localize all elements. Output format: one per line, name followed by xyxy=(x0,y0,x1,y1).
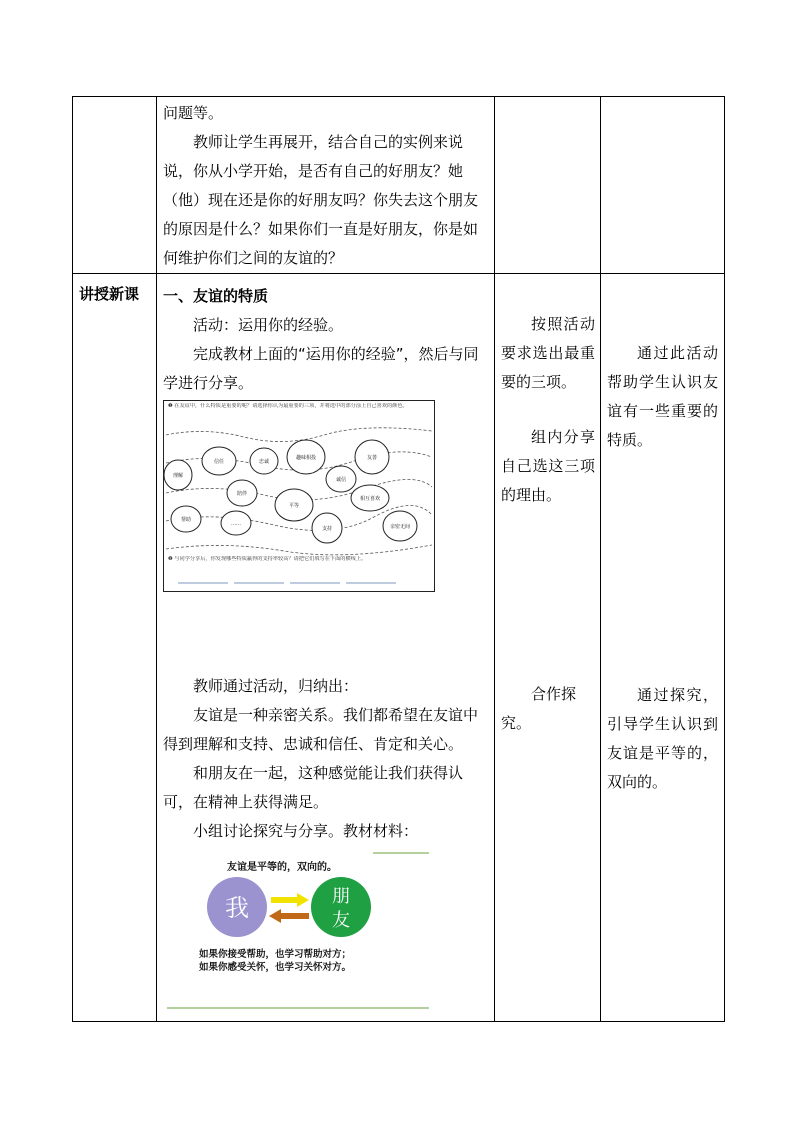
design-intent-cell xyxy=(601,274,725,1022)
summary-text: 友谊是一种亲密关系。我们都希望在友谊中得到理解和支持、忠诚和信任、肯定和关心。 xyxy=(163,706,479,753)
student-activity-text: 组内分享自己选这三项的理由。 xyxy=(501,428,595,504)
arrow-right-icon xyxy=(271,893,309,907)
diagram-title: 友谊是平等的，双向的。 xyxy=(227,862,337,873)
lesson-plan-table xyxy=(72,96,725,1022)
diagram-line-1: 如果你接受帮助，也学习帮助对方； xyxy=(199,949,352,960)
student-activity-cell xyxy=(495,97,601,274)
student-activity-cell xyxy=(495,274,601,1022)
design-intent-text: 通过探究，引导学生认识到友谊是平等的，双向的。 xyxy=(607,686,718,791)
table-row xyxy=(73,97,725,274)
bubble-label: 亲密无间 xyxy=(389,524,411,530)
summary-text: 和朋友在一起，这种感觉能让我们获得认可，在精神上获得满足。 xyxy=(163,764,464,811)
bubble-label: 信任 xyxy=(213,459,225,465)
diagram-line-2: 如果你感受关怀，也学习关怀对方。 xyxy=(199,962,352,973)
student-activity-text: 按照活动要求选出最重要的三项。 xyxy=(501,315,595,391)
bubble-label: 陪伴 xyxy=(236,491,248,497)
stage-cell xyxy=(73,97,157,274)
stage-cell xyxy=(73,274,157,1022)
section-heading: 一、友谊的特质 xyxy=(163,287,269,305)
friendship-diagram-graphic xyxy=(163,852,433,1012)
content-text: 教师让学生再展开，结合自己的实例来说说，你从小学开始，是否有自己的好朋友？她（他）现在还是你的好朋友吗？你失去这个朋友的原因是什么？如果你们一直是好朋友，你是如何维护你们之间的友谊的？ xyxy=(163,133,479,267)
student-activity-text: 合作探究。 xyxy=(501,685,577,732)
content-cell xyxy=(157,97,495,274)
design-intent-text: 通过此活动帮助学生认识友谊有一些重要的特质。 xyxy=(607,344,718,449)
bubble-label: …… xyxy=(231,521,241,527)
bubble-label: 帮助 xyxy=(180,517,192,523)
activity-figure xyxy=(163,400,435,592)
table-row xyxy=(73,274,725,1022)
friendship-diagram xyxy=(163,852,433,1012)
bubble-label: 理解 xyxy=(172,473,184,479)
group-task-text: 小组讨论探究与分享。教材材料： xyxy=(193,822,419,840)
content-cell xyxy=(157,274,495,1022)
friend-label-2: 友 xyxy=(332,910,350,931)
stage-label: 讲授新课 xyxy=(79,285,140,303)
friend-label-1: 朋 xyxy=(332,886,350,907)
bubble-label: 相互喜欢 xyxy=(359,496,381,502)
instruction-text: 完成教材上面的“运用你的经验”，然后与同学进行分享。 xyxy=(163,345,479,392)
bubble-label: 友善 xyxy=(366,455,378,461)
content-text: 问题等。 xyxy=(163,104,224,122)
activity-text: 活动：运用你的经验。 xyxy=(193,316,344,334)
arrow-left-icon xyxy=(269,909,309,923)
bubble-label: 诚信 xyxy=(335,477,347,483)
bubble-label: 忠诚 xyxy=(258,459,270,465)
bubble-label: 趣味相投 xyxy=(295,455,317,461)
design-intent-cell xyxy=(601,97,725,274)
bubble-label: 平等 xyxy=(288,503,300,509)
figure-question-2: ❷ 与同学分享后，你发现哪些特质赢得的支持率较高？请把它们填写在下面的横线上。 xyxy=(168,556,367,562)
bubble-label: 支持 xyxy=(321,526,333,532)
self-label: 我 xyxy=(225,894,249,922)
summary-intro: 教师通过活动，归纳出： xyxy=(193,677,359,695)
figure-question-1: ❶ 在友谊中，什么特质是重要的呢？请选择你认为最重要的三项，并将选中的部分涂上自己喜欢的颜色。 xyxy=(168,403,408,409)
activity-figure-graphic xyxy=(164,401,434,591)
